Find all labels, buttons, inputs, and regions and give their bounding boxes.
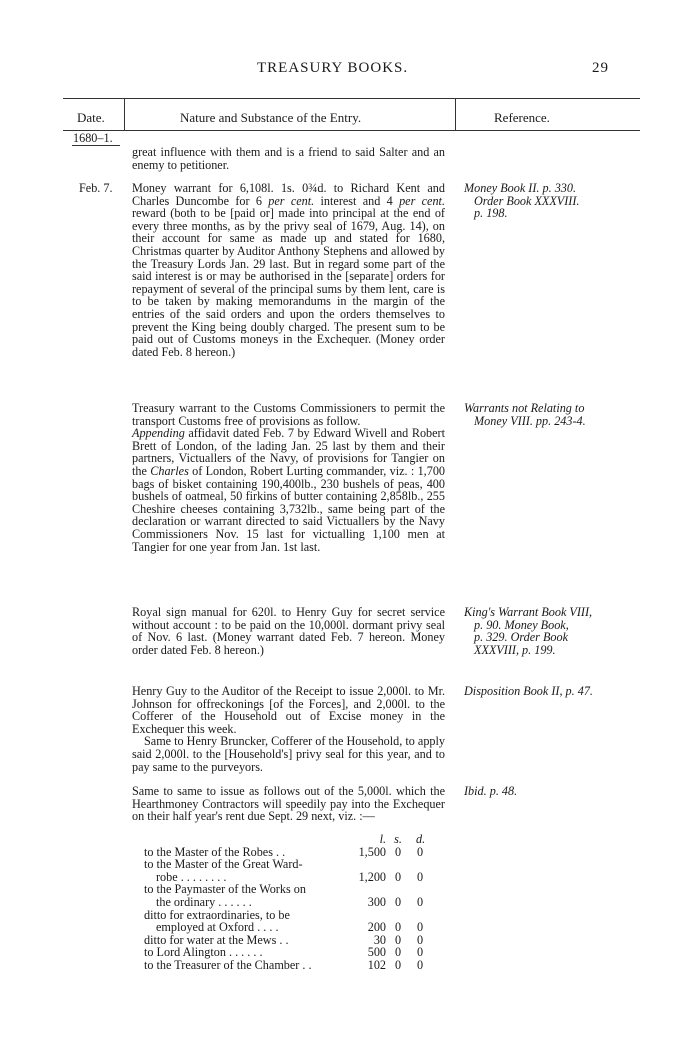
text-run-italic: per cent. [268, 193, 315, 208]
reference-line: p. 329. Order Book [474, 630, 568, 645]
amounts-table-head [144, 833, 444, 846]
row-shillings: 0 [394, 869, 402, 884]
entry-appending-text [132, 427, 445, 553]
entry-same-to-same-text: Same to same to issue as follows out of the 5,000l. which the Hearthmoney Contractors will speedily pay into the Exchequer on their half year's rent due Sept. 29 next, viz. :— [132, 784, 445, 824]
row-pounds: 500 [367, 945, 386, 960]
table-row [144, 959, 444, 972]
table-row [144, 858, 444, 871]
text-run: affidavit dated Feb. 7 by Edward Wivell and Robert Brett of London, of the lading Jan. 25 last by them and their partners, Victuallers of the Navy, of provisions for Tangier on the [132, 426, 445, 478]
entry-treasury-warrant [132, 402, 445, 553]
row-shillings: 0 [394, 844, 402, 859]
reference-kings-warrant [464, 606, 644, 656]
row-shillings: 0 [394, 945, 402, 960]
entry-royal-sign-manual [132, 606, 445, 656]
col-rule-2 [455, 98, 456, 131]
row-label: employed at Oxford . . . . [156, 920, 279, 935]
col-rule-1 [124, 98, 125, 131]
page-number: 29 [592, 60, 609, 76]
col-head-pounds: l. [379, 832, 386, 846]
row-shillings: 0 [394, 957, 402, 972]
row-label: to the Paymaster of the Works on [144, 882, 306, 897]
row-label: ditto for extraordinaries, to be [144, 907, 290, 922]
row-label: the ordinary . . . . . . [156, 894, 252, 909]
text-run-italic: Charles [150, 463, 189, 478]
year-label: 1680–1. [73, 131, 113, 145]
row-shillings: 0 [394, 920, 402, 935]
text-run: interest and 4 [314, 193, 400, 208]
row-pounds: 300 [367, 894, 386, 909]
row-pounds: 1,500 [358, 844, 386, 859]
row-pence: 0 [416, 932, 424, 947]
entry-henry-guy [132, 685, 445, 773]
entry-money-warrant [132, 182, 445, 358]
text-run: of London, Robert Lurting commander, viz. : 1,700 bags of bisket containing 190,400lb., 230 bushels of peas, 400 bushels of oatmeal, 50 firkins of butter containing 2,858lb., 255 Cheshire cheeses containing 3,732lb., same being part of the declaration or warrant directed to said Victuallers by the Navy Commissioners Nov. 15 last for victualling 1,100 men at Tangier for one year from Jan. 1st last. [132, 463, 446, 554]
year-underline [72, 145, 120, 146]
row-shillings: 0 [394, 894, 402, 909]
header-bottom-rule [63, 130, 640, 131]
row-label: robe . . . . . . . . [156, 869, 227, 884]
row-label: to the Master of the Robes . . [144, 844, 286, 859]
row-pence: 0 [416, 894, 424, 909]
row-shillings: 0 [394, 932, 402, 947]
row-label: to Lord Alington . . . . . . [144, 945, 263, 960]
entry-continuation [132, 146, 445, 171]
reference-line: Warrants not Relating to [464, 401, 585, 415]
table-row [144, 896, 444, 909]
amounts-table [144, 833, 444, 972]
row-pence: 0 [416, 945, 424, 960]
reference-ibid: Ibid. p. 48. [464, 784, 518, 798]
text-run: reward (both to be [paid or] made into principal at the end of every three months, as by the privy seal of 1679, Aug. 14), on their account for same as made up and stated for 1680, Christmas quarter by Auditor Anthony Stephens and allowed by the Treasury Lords Jan. 29 last. But in regard some part of the said interest is or may be authorised in the [separate] orders for repayment of several of the principal sums by them lent, care is to be taken by making memorandums in the margin of the entries of the said orders and upon the orders themselves to prevent the King being doubly charged. The present sum to be paid out of Customs moneys in the Exchequer. (Money order dated Feb. 8 hereon.) [132, 206, 445, 359]
entry-treasury-warrant-text: Treasury warrant to the Customs Commissioners to permit the transport Customs free of provisions as follow. [132, 401, 445, 428]
row-pounds: 200 [367, 920, 386, 935]
entry-henry-guy-text: Henry Guy to the Auditor of the Receipt to issue 2,000l. to Mr. Johnson for offreckonings [of the Forces], and 2,000l. to the Cofferer of the Household out of Excise money in the Exchequer this week. [132, 684, 445, 736]
row-pounds: 1,200 [358, 869, 386, 884]
row-pounds: 30 [373, 932, 386, 947]
reference-line: p. 90. Money Book, [474, 617, 569, 632]
column-head-reference: Reference. [494, 110, 550, 125]
reference-line: Order Book XXXVIII. [474, 193, 580, 208]
reference-line: Money Book II. p. 330. [464, 181, 577, 195]
column-head-date: Date. [77, 110, 105, 125]
header-top-rule [63, 98, 640, 99]
reference-disposition-book: Disposition Book II, p. 47. [464, 684, 593, 698]
entry-same-to-same [132, 785, 445, 823]
reference-money-book [464, 182, 644, 220]
row-label: ditto for water at the Mews . . [144, 932, 289, 947]
entry-money-warrant-text [132, 182, 445, 358]
entry-date-feb7: Feb. 7. [79, 181, 113, 195]
col-head-shillings: s. [394, 832, 402, 846]
entry-continuation-text: great influence with them and is a friend to said Salter and an enemy to petitioner. [132, 145, 445, 172]
row-label: to the Treasurer of the Chamber . . [144, 957, 312, 972]
text-run-italic: per cent. [399, 193, 445, 208]
running-head-title: TREASURY BOOKS. [257, 60, 409, 76]
reference-line: p. 198. [474, 206, 508, 221]
table-row [144, 921, 444, 934]
entry-royal-sign-manual-text: Royal sign manual for 620l. to Henry Guy for secret service without account : to be paid on the 10,000l. dormant privy seal of Nov. 6 last. (Money warrant dated Feb. 7 hereon. Money order dated Feb. 8 hereon.) [132, 605, 445, 657]
entry-henry-guy-same-text: Same to Henry Bruncker, Cofferer of the Household, to apply said 2,000l. to the [Household's] privy seal for this year, and to pay same to the purveyors. [132, 734, 445, 774]
reference-line: XXXVIII, p. 199. [474, 642, 556, 657]
row-pence: 0 [416, 920, 424, 935]
row-pence: 0 [416, 957, 424, 972]
text-run: Money warrant for 6,108l. 1s. 0¾d. to Richard Kent and Charles Duncombe for 6 [132, 181, 445, 208]
reference-warrants [464, 402, 644, 427]
column-head-nature: Nature and Substance of the Entry. [180, 110, 362, 125]
reference-line: King's Warrant Book VIII, [464, 605, 593, 619]
reference-line: Money VIII. pp. 243-4. [474, 413, 586, 428]
row-label: to the Master of the Great Ward- [144, 857, 303, 872]
appending-label: Appending [132, 426, 185, 441]
row-pence: 0 [416, 844, 424, 859]
col-head-pence: d. [416, 832, 426, 846]
row-pence: 0 [416, 869, 424, 884]
row-pounds: 102 [367, 957, 386, 972]
